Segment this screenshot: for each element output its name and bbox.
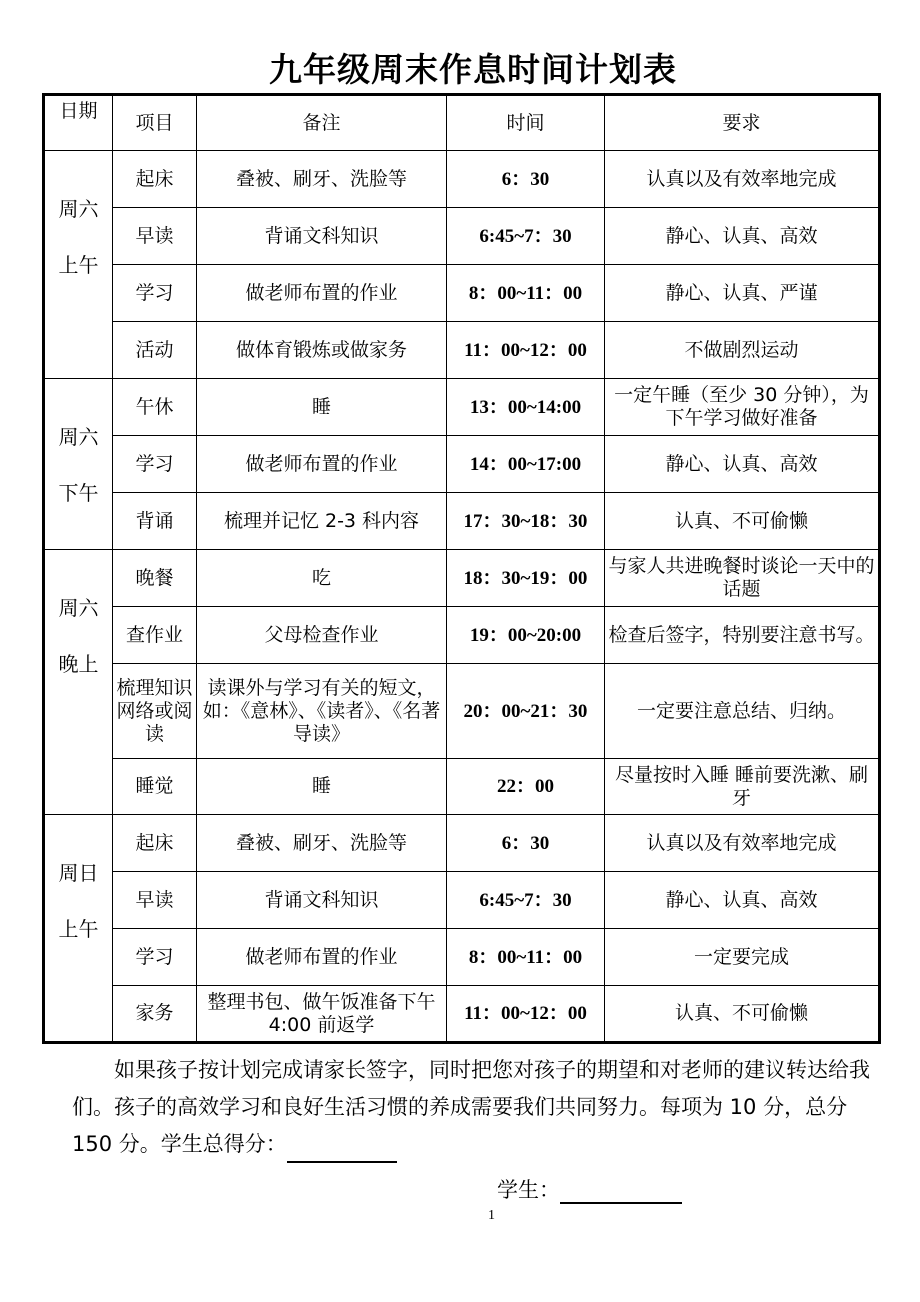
item-cell: 学习 bbox=[113, 265, 197, 322]
period-label: 上午 bbox=[58, 253, 99, 277]
time-cell: 8：00~11：00 bbox=[447, 929, 605, 986]
table-row bbox=[44, 815, 880, 872]
table-row bbox=[44, 986, 880, 1043]
header-item: 项目 bbox=[113, 95, 197, 151]
requirement-cell: 静心、认真、严谨 bbox=[605, 265, 880, 322]
requirement-cell: 检查后签字，特别要注意书写。 bbox=[605, 607, 880, 664]
period-label: 周六 bbox=[58, 425, 99, 449]
note-cell: 睡 bbox=[197, 379, 447, 436]
schedule-table bbox=[42, 93, 881, 1044]
item-cell: 查作业 bbox=[113, 607, 197, 664]
time-cell: 6：30 bbox=[447, 151, 605, 208]
note-cell: 叠被、刷牙、洗脸等 bbox=[197, 815, 447, 872]
note-cell: 整理书包、做午饭准备下午 4:00 前返学 bbox=[197, 986, 447, 1043]
period-cell bbox=[44, 815, 113, 1043]
note-cell: 背诵文科知识 bbox=[197, 872, 447, 929]
time-cell: 6:45~7：30 bbox=[447, 872, 605, 929]
note-cell: 叠被、刷牙、洗脸等 bbox=[197, 151, 447, 208]
requirement-cell: 静心、认真、高效 bbox=[605, 872, 880, 929]
item-cell: 学习 bbox=[113, 436, 197, 493]
note-cell: 做老师布置的作业 bbox=[197, 436, 447, 493]
requirement-cell: 一定要完成 bbox=[605, 929, 880, 986]
total-score-blank[interactable] bbox=[287, 1131, 397, 1163]
item-cell: 早读 bbox=[113, 208, 197, 265]
page-title: 九年级周末作息时间计划表 bbox=[269, 50, 677, 89]
period-cell bbox=[44, 550, 113, 815]
requirement-cell: 尽量按时入睡 睡前要洗漱、刷牙 bbox=[605, 759, 880, 815]
requirement-cell: 一定午睡（至少 30 分钟），为下午学习做好准备 bbox=[605, 379, 880, 436]
item-cell: 睡觉 bbox=[113, 759, 197, 815]
time-cell: 8：00~11：00 bbox=[447, 265, 605, 322]
header-requirement: 要求 bbox=[605, 95, 880, 151]
note-cell: 做老师布置的作业 bbox=[197, 929, 447, 986]
requirement-cell: 认真、不可偷懒 bbox=[605, 493, 880, 550]
time-cell: 17：30~18：30 bbox=[447, 493, 605, 550]
period-label: 晚上 bbox=[58, 652, 99, 676]
page-number: 1 bbox=[488, 1208, 495, 1223]
schedule-table-body bbox=[44, 95, 880, 1043]
period-label: 周六 bbox=[58, 197, 99, 221]
requirement-cell: 静心、认真、高效 bbox=[605, 436, 880, 493]
table-row bbox=[44, 607, 880, 664]
header-row bbox=[44, 95, 880, 151]
header-time: 时间 bbox=[447, 95, 605, 151]
time-cell: 6：30 bbox=[447, 815, 605, 872]
period-label: 下午 bbox=[58, 481, 99, 505]
note-cell: 睡 bbox=[197, 759, 447, 815]
time-cell: 13：00~14:00 bbox=[447, 379, 605, 436]
item-cell: 早读 bbox=[113, 872, 197, 929]
time-cell: 22：00 bbox=[447, 759, 605, 815]
note-cell: 吃 bbox=[197, 550, 447, 607]
note-cell: 父母检查作业 bbox=[197, 607, 447, 664]
item-cell: 学习 bbox=[113, 929, 197, 986]
header-date: 日期 bbox=[44, 95, 113, 151]
note-cell: 做体育锻炼或做家务 bbox=[197, 322, 447, 379]
period-label: 上午 bbox=[58, 917, 99, 941]
table-row bbox=[44, 379, 880, 436]
table-row bbox=[44, 550, 880, 607]
item-cell: 梳理知识网络或阅读 bbox=[113, 664, 197, 759]
note-cell: 背诵文科知识 bbox=[197, 208, 447, 265]
period-label: 周日 bbox=[58, 861, 99, 885]
table-row bbox=[44, 265, 880, 322]
requirement-cell: 静心、认真、高效 bbox=[605, 208, 880, 265]
note-cell: 读课外与学习有关的短文，如：《意林》、《读者》、《名著导读》 bbox=[197, 664, 447, 759]
table-row bbox=[44, 929, 880, 986]
item-cell: 活动 bbox=[113, 322, 197, 379]
table-row bbox=[44, 759, 880, 815]
footer-note bbox=[72, 1052, 880, 1163]
requirement-cell: 认真、不可偷懒 bbox=[605, 986, 880, 1043]
table-row bbox=[44, 208, 880, 265]
time-cell: 11：00~12：00 bbox=[447, 986, 605, 1043]
item-cell: 家务 bbox=[113, 986, 197, 1043]
time-cell: 6:45~7：30 bbox=[447, 208, 605, 265]
requirement-cell: 认真以及有效率地完成 bbox=[605, 815, 880, 872]
time-cell: 19：00~20:00 bbox=[447, 607, 605, 664]
requirement-cell: 不做剧烈运动 bbox=[605, 322, 880, 379]
time-cell: 11：00~12：00 bbox=[447, 322, 605, 379]
table-row bbox=[44, 322, 880, 379]
student-signature-blank[interactable] bbox=[560, 1172, 682, 1204]
student-signature bbox=[497, 1172, 682, 1204]
student-label: 学生： bbox=[497, 1178, 560, 1202]
time-cell: 14：00~17:00 bbox=[447, 436, 605, 493]
item-cell: 晚餐 bbox=[113, 550, 197, 607]
requirement-cell: 与家人共进晚餐时谈论一天中的话题 bbox=[605, 550, 880, 607]
header-note: 备注 bbox=[197, 95, 447, 151]
period-cell bbox=[44, 151, 113, 379]
requirement-cell: 认真以及有效率地完成 bbox=[605, 151, 880, 208]
item-cell: 起床 bbox=[113, 815, 197, 872]
table-row bbox=[44, 436, 880, 493]
table-row bbox=[44, 493, 880, 550]
time-cell: 18：30~19：00 bbox=[447, 550, 605, 607]
item-cell: 背诵 bbox=[113, 493, 197, 550]
table-row bbox=[44, 872, 880, 929]
item-cell: 起床 bbox=[113, 151, 197, 208]
note-cell: 梳理并记忆 2-3 科内容 bbox=[197, 493, 447, 550]
item-cell: 午休 bbox=[113, 379, 197, 436]
period-cell bbox=[44, 379, 113, 550]
period-label: 周六 bbox=[58, 596, 99, 620]
table-row bbox=[44, 664, 880, 759]
table-row bbox=[44, 151, 880, 208]
footer-paragraph: 如果孩子按计划完成请家长签字，同时把您对孩子的期望和对老师的建议转达给我们。孩子的高效学习和良好生活习惯的养成需要我们共同努力。每项为 10 分，总分 150 分。学生总得分： bbox=[72, 1058, 870, 1156]
time-cell: 20：00~21：30 bbox=[447, 664, 605, 759]
requirement-cell: 一定要注意总结、归纳。 bbox=[605, 664, 880, 759]
note-cell: 做老师布置的作业 bbox=[197, 265, 447, 322]
